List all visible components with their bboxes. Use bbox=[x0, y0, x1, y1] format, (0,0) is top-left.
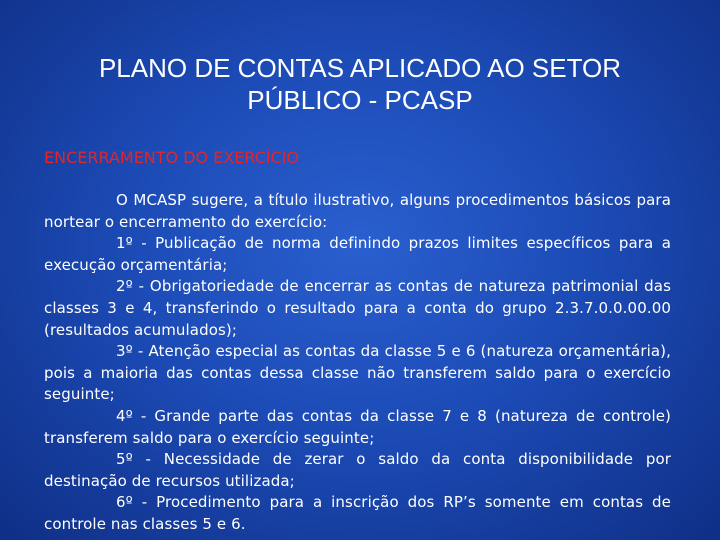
slide-title-line-1: PLANO DE CONTAS APLICADO AO SETOR bbox=[98, 53, 622, 83]
procedure-item-6: 6º - Procedimento para a inscrição dos RP’s somente em contas de controle nas classes 5 e 6. bbox=[44, 493, 671, 533]
section-heading: ENCERRAMENTO DO EXERCÍCIO bbox=[44, 148, 300, 167]
procedure-item-3: 3º - Atenção especial as contas da classe 5 e 6 (natureza orçamentária), pois a maioria das contas dessa classe não transferem saldo para o exercício seguinte; bbox=[44, 342, 671, 404]
slide-title-line-2: PÚBLICO - PCASP bbox=[247, 85, 473, 115]
procedure-item-2: 2º - Obrigatoriedade de encerrar as contas de natureza patrimonial das classes 3 e 4, transferindo o resultado para a conta do grupo 2.3.7.0.0.00.00 (resultados acumulados); bbox=[44, 277, 671, 339]
slide-body bbox=[44, 190, 671, 536]
procedure-item-1: 1º - Publicação de norma definindo prazos limites específicos para a execução orçamentária; bbox=[44, 234, 671, 274]
intro-paragraph: O MCASP sugere, a título ilustrativo, alguns procedimentos básicos para nortear o encerramento do exercício: bbox=[44, 191, 671, 231]
slide-title bbox=[40, 52, 680, 116]
procedure-item-4: 4º - Grande parte das contas da classe 7 e 8 (natureza de controle) transferem saldo para o exercício seguinte; bbox=[44, 406, 671, 447]
procedure-item-5: 5º - Necessidade de zerar o saldo da conta disponibilidade por destinação de recursos utilizada; bbox=[44, 450, 671, 490]
